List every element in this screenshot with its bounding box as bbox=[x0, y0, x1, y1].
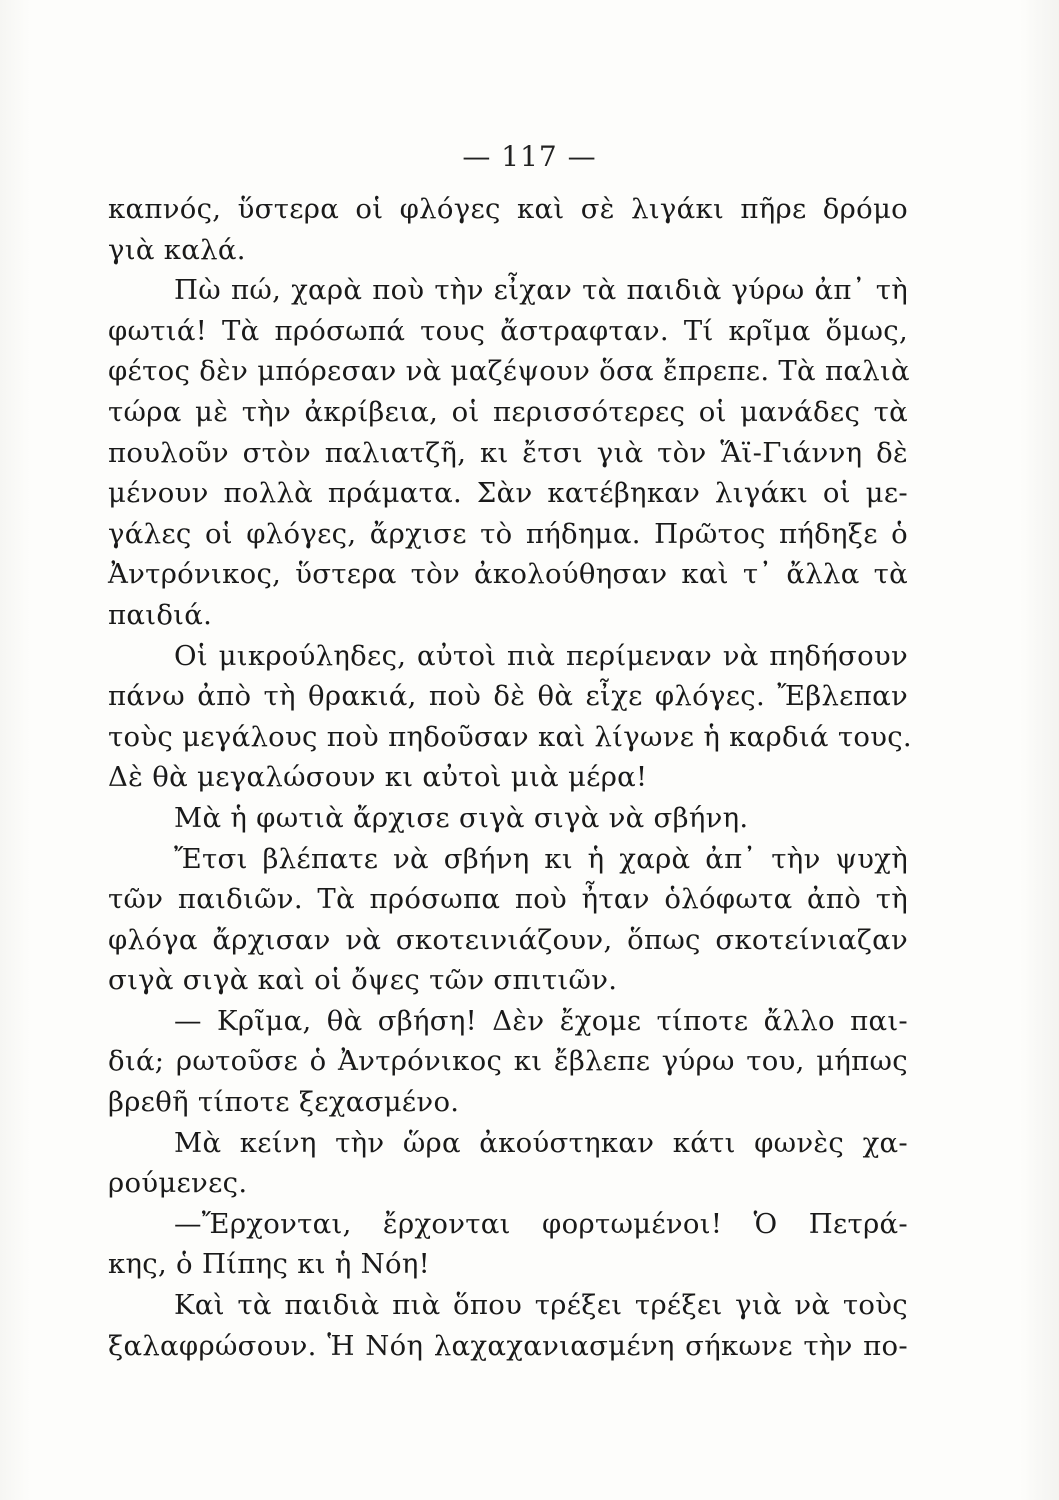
text-line: Ἔτσι βλέπατε νὰ σβήνη κι ἡ χαρὰ ἀπ᾽ τὴν ψυχὴ bbox=[174, 842, 908, 875]
text-line: βρεθῆ τίποτε ξεχασμένο. bbox=[108, 1086, 460, 1119]
text-line: — Κρῖμα, θὰ σβήση! Δὲν ἔχομε τίποτε ἄλλο παι- bbox=[174, 1004, 908, 1037]
text-line: ξαλαφρώσουν. Ἡ Νόη λαχαχανιασμένη σήκωνε τὴν πο- bbox=[108, 1329, 908, 1362]
text-line: κης, ὁ Πίπης κι ἡ Νόη! bbox=[108, 1248, 430, 1281]
text-line: γιὰ καλά. bbox=[108, 233, 246, 266]
text-line: σιγὰ σιγὰ καὶ οἱ ὄψες τῶν σπιτιῶν. bbox=[108, 964, 618, 997]
text-line: διά; ρωτοῦσε ὁ Ἀντρόνικος κι ἔβλεπε γύρω του, μήπως bbox=[108, 1045, 908, 1078]
text-line: Μὰ κείνη τὴν ὥρα ἀκούστηκαν κάτι φωνὲς χα- bbox=[174, 1126, 908, 1159]
text-line: μένουν πολλὰ πράματα. Σὰν κατέβηκαν λιγάκι οἱ με- bbox=[108, 477, 908, 510]
text-line: —Ἔρχονται, ἔρχονται φορτωμένοι! Ὁ Πετρά- bbox=[174, 1207, 908, 1240]
text-line: καπνός, ὕστερα οἱ φλόγες καὶ σὲ λιγάκι πῆρε δρόμο bbox=[108, 193, 908, 225]
text-line: φωτιά! Τὰ πρόσωπά τους ἄστραφταν. Τί κρῖμα ὅμως, bbox=[108, 314, 908, 347]
text-line: τώρα μὲ τὴν ἀκρίβεια, οἱ περισσότερες οἱ μανάδες τὰ bbox=[108, 395, 908, 428]
text-line: Πὼ πώ, χαρὰ ποὺ τὴν εἶχαν τὰ παιδιὰ γύρω ἀπ᾽ τὴ bbox=[174, 274, 908, 307]
text-line: φλόγα ἄρχισαν νὰ σκοτεινιάζουν, ὅπως σκοτείνιαζαν bbox=[108, 923, 908, 956]
text-line: φέτος δὲν μπόρεσαν νὰ μαζέψουν ὅσα ἔπρεπε. Τὰ παλιὰ bbox=[108, 355, 910, 388]
text-line: πάνω ἀπὸ τὴ θρακιά, ποὺ δὲ θὰ εἶχε φλόγες. Ἔβλεπαν bbox=[108, 680, 908, 713]
text-line: γάλες οἱ φλόγες, ἄρχισε τὸ πήδημα. Πρῶτος πήδηξε ὁ bbox=[108, 517, 908, 550]
text-line: Οἱ μικρούληδες, αὐτοὶ πιὰ περίμεναν νὰ πηδήσουν bbox=[174, 639, 908, 672]
page-number: — 117 — bbox=[462, 140, 597, 173]
text-line: Ἀντρόνικος, ὕστερα τὸν ἀκολούθησαν καὶ τ᾽ ἄλλα τὰ bbox=[108, 558, 908, 591]
text-line: πουλοῦν στὸν παλιατζῆ, κι ἔτσι γιὰ τὸν Ἅϊ-Γιάννη δὲ bbox=[108, 436, 908, 469]
text-line: ρούμενες. bbox=[108, 1167, 248, 1200]
text-line: τῶν παιδιῶν. Τὰ πρόσωπα ποὺ ἦταν ὁλόφωτα ἀπὸ τὴ bbox=[108, 883, 908, 916]
text-line: τοὺς μεγάλους ποὺ πηδοῦσαν καὶ λίγωνε ἡ καρδιά τους. bbox=[108, 720, 912, 753]
text-line: Μὰ ἡ φωτιὰ ἄρχισε σιγὰ σιγὰ νὰ σβήνη. bbox=[174, 801, 749, 834]
text-line: παιδιά. bbox=[108, 598, 213, 631]
body-text bbox=[108, 189, 912, 1366]
text-line: Καὶ τὰ παιδιὰ πιὰ ὅπου τρέξει τρέξει γιὰ νὰ τοὺς bbox=[174, 1289, 908, 1322]
text-line: Δὲ θὰ μεγαλώσουν κι αὐτοὶ μιὰ μέρα! bbox=[108, 761, 648, 794]
